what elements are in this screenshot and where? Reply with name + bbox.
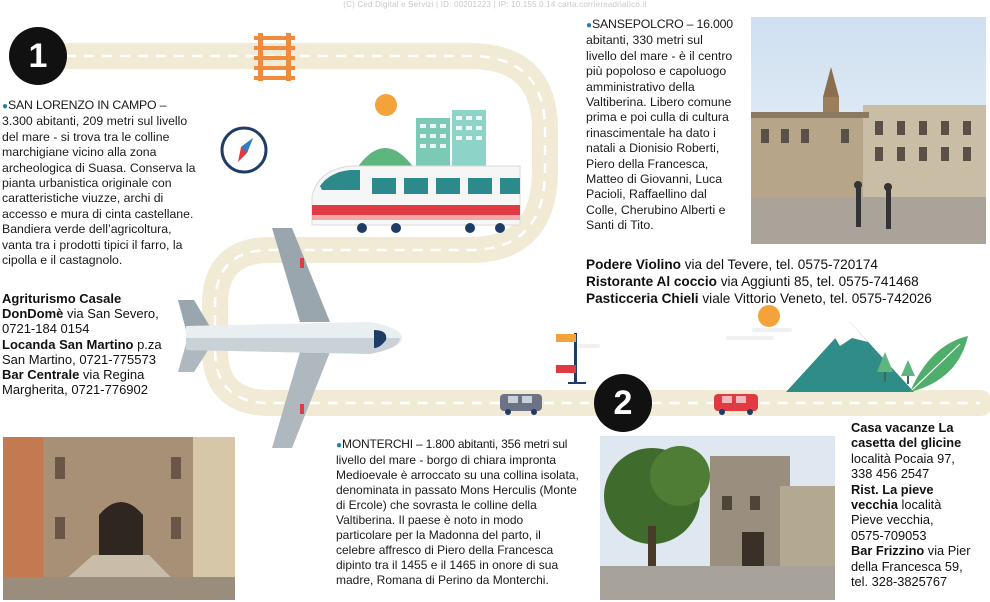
text-line: 3.300 abitanti, 209 metri sul livello [2,114,188,129]
text-line: particolare per la Madonna del parto, il [336,528,541,542]
text-line: Matteo di Giovanni, Luca [586,172,723,187]
san-lorenzo-heading: SAN LORENZO IN CAMPO – [8,98,167,112]
sansepolcro-places [586,256,986,307]
train-icon [312,166,520,233]
bullet-icon: ● [336,440,343,451]
city-buildings [357,110,486,170]
place-entry: Podere Violino via del Tevere, tel. 0575-720174 [586,257,878,272]
text-line: archeologica di Suasa. Conserva la [2,160,196,175]
monterchi-description [336,437,592,588]
text-line: livello del mare - è il centro [586,48,733,63]
monterchi-places: Casa vacanze La casetta del glicine località Pocaia 97, 338 456 2547 Rist. La pieve vecchia località Pieve vecchia, 0575-709053 Bar Frizzino via Pier della Francesca 59, tel. 328-3825767 [851,420,989,589]
text-line: Pacioli, Raffaellino dal [586,187,707,202]
text-line: Medioevale è arroccato su una collina isolata, [336,468,579,482]
text-line: Bandiera verde dell’agricoltura, [2,222,172,237]
bullet-icon: ● [2,101,9,112]
text-line: prima e poi culla di cultura [586,110,729,125]
text-line: denominata in passato Mons Herculis (Monte [336,483,577,497]
text-line: marchigiane vicino alla zona [2,145,157,160]
signpost-icon [556,333,586,384]
text-line: pianta urbanistica originale con [2,176,172,191]
text-line: Piero della Francesca, [586,156,709,171]
rail-track-icon [254,33,295,81]
sun-icon [375,94,397,116]
text-line: Valtiberina. Il paese è noto in modo [336,513,524,527]
text-line: dipinto tra il 1455 e il 1465 in onore di sua [336,558,559,572]
sansepolcro-heading: SANSEPOLCRO – 16.000 [592,17,733,31]
monterchi-photo [600,436,835,600]
sansepolcro-photo [751,17,986,244]
leaf-icon [910,336,968,392]
place-entry: Rist. La pieve [851,481,934,497]
text-line: Valtiberina. Libero comune [586,95,732,110]
place-entry: Casa vacanze La [851,420,954,435]
text-line: celebre affresco di Piero della Francesca [336,543,554,557]
stop-number-1: 1 [9,27,67,85]
watermark: (C) Ced Digital e Servizi | ID: 00201223 | IP: 10.155.0.14 carta.corriereadriatico.it [343,0,647,9]
place-entry: Locanda San Martino p.za [2,336,162,352]
text-line: natali a Dionisio Roberti, [586,141,720,156]
text-line: di Ercole) che sovrasta le colline della [336,498,537,512]
san-lorenzo-photo [3,437,235,600]
text-line: livello del mare - borgo di chiara impronta [336,453,557,467]
place-entry: Agriturismo Casale [2,291,122,306]
text-line: caratteristiche viuzze, archi di [2,191,164,206]
text-line: Colle, Cherubino Alberti e [586,202,726,217]
text-line: del mare - si trova tra le colline [2,129,170,144]
text-line: Santi di Tito. [586,218,654,233]
sansepolcro-description [586,17,746,234]
text-line: abitanti, 330 metri sul [586,33,703,48]
text-line: rinascimentale ha dato i [586,125,716,140]
place-entry: Bar Centrale via Regina [2,367,145,383]
text-line: accesso e mura di cinta castellane. [2,206,194,221]
place-entry: Pasticceria Chieli viale Vittorio Veneto, tel. 0575-742026 [586,291,932,306]
place-entry: Bar Frizzino via Pier [851,543,971,559]
san-lorenzo-places: Agriturismo Casale DonDomè via San Severo, 0721-184 0154 Locanda San Martino p.za San Martino, 0721-775573 Bar Centrale via Regina Margherita, 0721-776902 [2,291,182,397]
text-line: amministrativo della [586,79,695,94]
text-line: cipolla e il castagnolo. [2,253,123,268]
bullet-icon: ● [586,20,593,31]
place-entry: Ristorante Al coccio via Aggiunti 85, tel. 0575-741468 [586,274,919,289]
san-lorenzo-description [2,98,242,268]
monterchi-heading: MONTERCHI – 1.800 abitanti, 356 metri sul [342,437,568,451]
stop-number-2: 2 [594,374,652,432]
text-line: vanta tra i prodotti tipici il farro, la [2,237,183,252]
sun-icon [758,305,780,327]
mountain-icon [786,322,914,392]
text-line: madre, Romana di Perino da Monterchi. [336,573,549,587]
text-line: più popoloso e capoluogo [586,64,727,79]
